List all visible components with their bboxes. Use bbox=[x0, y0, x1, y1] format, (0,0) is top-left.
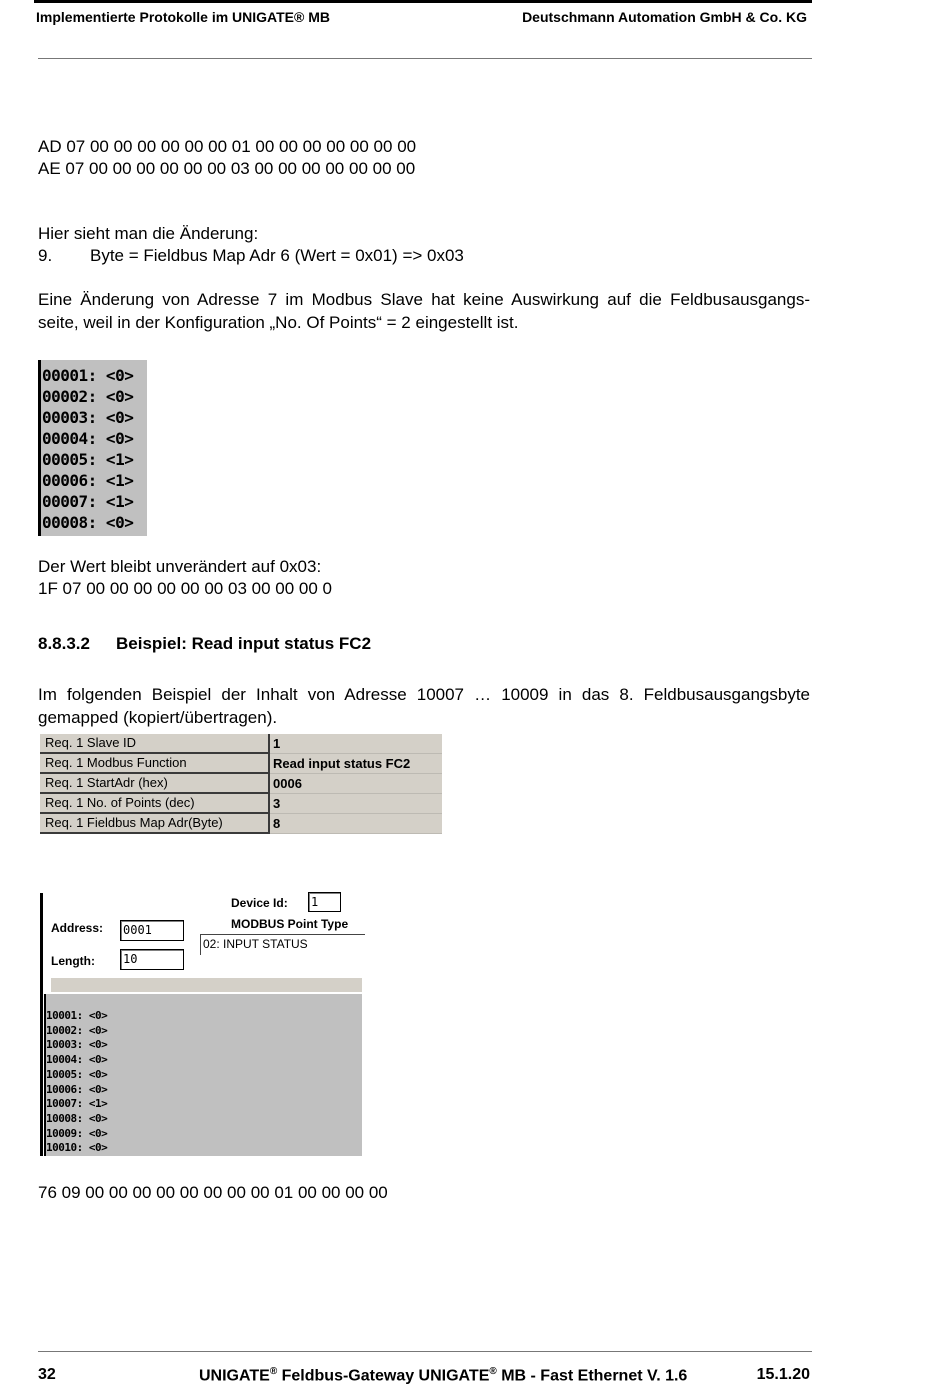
list-item: 10007: <1> bbox=[46, 1097, 108, 1111]
list-item: 10005: <0> bbox=[46, 1067, 108, 1081]
footer-title-part: UNIGATE bbox=[199, 1367, 270, 1385]
change-intro: Hier sieht man die Änderung: bbox=[38, 224, 259, 243]
coil-list-item: 00008: <0> bbox=[42, 513, 134, 532]
row-value: 3 bbox=[270, 794, 442, 814]
row-label: Req. 1 Modbus Function bbox=[40, 754, 273, 774]
coil-list-item: 00001: <0> bbox=[42, 366, 134, 385]
page-number: 32 bbox=[38, 1366, 56, 1383]
hex-line-2: AE 07 00 00 00 00 00 00 03 00 00 00 00 00 00 00 bbox=[38, 159, 416, 178]
result-hex: 76 09 00 00 00 00 00 00 00 00 01 00 00 00 00 bbox=[38, 1183, 388, 1202]
length-field[interactable]: 10 bbox=[120, 949, 184, 970]
paragraph-line: Eine Änderung von Adresse 7 im Modbus Slave hat keine Auswirkung auf die Feldbusausgangs- bbox=[38, 290, 810, 309]
separator-strip bbox=[51, 978, 362, 992]
paragraph-line: gemapped (kopiert/übertragen). bbox=[38, 708, 278, 727]
header-top-rule bbox=[34, 0, 812, 3]
unchanged-text: Der Wert bleibt unverändert auf 0x03: bbox=[38, 557, 322, 576]
address-label: Address: bbox=[51, 921, 104, 935]
length-label: Length: bbox=[51, 954, 95, 968]
change-item bbox=[38, 245, 464, 267]
coil-list-item: 00002: <0> bbox=[42, 387, 134, 406]
footer-rule bbox=[38, 1351, 812, 1352]
modbus-poll-window bbox=[40, 887, 362, 1156]
hex-line-1: AD 07 00 00 00 00 00 00 01 00 00 00 00 00 00 00 bbox=[38, 137, 417, 156]
paragraph-line: seite, weil in der Konfiguration „No. Of Points“ = 2 eingestellt ist. bbox=[38, 313, 519, 332]
header-left: Implementierte Protokolle im UNIGATE® MB bbox=[36, 9, 330, 25]
header-right: Deutschmann Automation GmbH & Co. KG bbox=[522, 9, 807, 25]
point-type-label: MODBUS Point Type bbox=[231, 917, 349, 931]
row-value: 8 bbox=[270, 814, 442, 834]
coil-list-screenshot bbox=[38, 360, 147, 536]
registered-mark: ® bbox=[489, 1366, 497, 1377]
footer-title bbox=[199, 1366, 687, 1385]
list-item: 10003: <0> bbox=[46, 1038, 108, 1052]
coil-list-item: 00003: <0> bbox=[42, 408, 134, 427]
footer-date: 15.1.20 bbox=[756, 1366, 810, 1383]
row-label: Req. 1 StartAdr (hex) bbox=[40, 774, 273, 794]
request-config-table bbox=[40, 734, 439, 837]
table-row bbox=[40, 734, 439, 754]
list-item: 10010: <0> bbox=[46, 1141, 108, 1155]
change-item-number: 9. bbox=[38, 246, 53, 265]
window-left-border bbox=[40, 893, 43, 1156]
section-number: 8.8.3.2 bbox=[38, 634, 90, 653]
paragraph-line: Im folgenden Beispiel der Inhalt von Adresse 10007 … 10009 in das 8. Feldbusausgangsbyte bbox=[38, 685, 810, 704]
list-item: 10009: <0> bbox=[46, 1126, 108, 1140]
row-label: Req. 1 Slave ID bbox=[40, 734, 273, 754]
paragraph-example bbox=[38, 683, 810, 729]
list-item: 10001: <0> bbox=[46, 1009, 108, 1022]
list-item: 10002: <0> bbox=[46, 1023, 108, 1037]
coil-list-item: 00007: <1> bbox=[42, 492, 134, 511]
table-row bbox=[40, 754, 439, 774]
list-item: 10008: <0> bbox=[46, 1111, 108, 1125]
list-item: 10006: <0> bbox=[46, 1082, 108, 1096]
table-row bbox=[40, 794, 439, 814]
row-label: Req. 1 Fieldbus Map Adr(Byte) bbox=[40, 814, 273, 834]
registered-mark: ® bbox=[269, 1366, 278, 1377]
coil-list-item: 00005: <1> bbox=[42, 450, 134, 469]
table-row bbox=[40, 814, 439, 834]
footer-title-part: Feldbus-Gateway UNIGATE bbox=[277, 1367, 490, 1385]
section-title: Beispiel: Read input status FC2 bbox=[116, 634, 372, 653]
section-heading bbox=[38, 634, 371, 654]
input-status-list[interactable] bbox=[44, 994, 362, 1156]
change-item-text: Byte = Fieldbus Map Adr 6 (Wert = 0x01) => 0x03 bbox=[90, 246, 464, 265]
unchanged-hex: 1F 07 00 00 00 00 00 00 03 00 00 00 0 bbox=[38, 579, 332, 598]
row-value: 0006 bbox=[270, 774, 442, 794]
address-field[interactable]: 0001 bbox=[120, 920, 184, 941]
list-item: 10004: <0> bbox=[46, 1053, 108, 1067]
coil-list-item: 00004: <0> bbox=[42, 429, 134, 448]
row-value: 1 bbox=[270, 734, 442, 754]
row-value: Read input status FC2 bbox=[270, 754, 442, 774]
device-id-field[interactable]: 1 bbox=[308, 892, 341, 912]
table-row bbox=[40, 774, 439, 794]
device-id-label: Device Id: bbox=[231, 896, 288, 910]
coil-list-item: 00006: <1> bbox=[42, 471, 134, 490]
point-type-select[interactable]: 02: INPUT STATUS bbox=[200, 934, 365, 955]
row-label: Req. 1 No. of Points (dec) bbox=[40, 794, 273, 814]
list-left-border bbox=[38, 360, 41, 536]
footer-title-part: MB - Fast Ethernet V. 1.6 bbox=[496, 1367, 688, 1385]
header-rule bbox=[38, 58, 812, 59]
paragraph-address-7 bbox=[38, 288, 810, 334]
